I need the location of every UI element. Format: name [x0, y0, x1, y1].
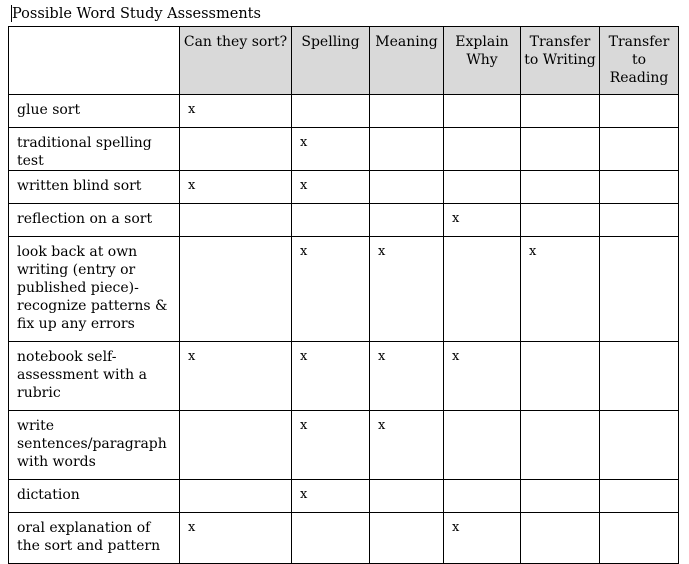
row-label[interactable]: reflection on a sort — [9, 204, 180, 237]
mark-cell[interactable] — [521, 204, 600, 237]
mark-cell[interactable] — [521, 342, 600, 411]
mark-cell[interactable] — [600, 95, 679, 128]
mark-cell[interactable] — [180, 204, 292, 237]
row-label[interactable]: write sentences/paragraph with words — [9, 411, 180, 480]
mark-cell[interactable] — [370, 128, 444, 171]
mark-cell[interactable]: x — [444, 342, 521, 411]
header-cell-explain-why[interactable]: Explain Why — [444, 27, 521, 95]
assessment-table — [8, 26, 679, 564]
mark-cell[interactable]: x — [444, 204, 521, 237]
row-label[interactable]: dictation — [9, 480, 180, 513]
row-label[interactable]: notebook self-assessment with a rubric — [9, 342, 180, 411]
mark-cell[interactable] — [521, 95, 600, 128]
table-row — [9, 513, 679, 564]
mark-cell[interactable] — [370, 513, 444, 564]
mark-cell[interactable]: x — [292, 237, 370, 342]
mark-cell[interactable] — [600, 342, 679, 411]
mark-cell[interactable] — [521, 411, 600, 480]
mark-cell[interactable]: x — [292, 128, 370, 171]
header-cell-meaning[interactable]: Meaning — [370, 27, 444, 95]
mark-cell[interactable] — [444, 95, 521, 128]
row-label[interactable]: written blind sort — [9, 171, 180, 204]
mark-cell[interactable]: x — [370, 342, 444, 411]
mark-cell[interactable]: x — [180, 171, 292, 204]
mark-cell[interactable] — [521, 480, 600, 513]
mark-cell[interactable] — [370, 480, 444, 513]
header-row — [9, 27, 679, 95]
mark-cell[interactable] — [180, 480, 292, 513]
mark-cell[interactable]: x — [292, 480, 370, 513]
mark-cell[interactable]: x — [292, 171, 370, 204]
mark-cell[interactable] — [600, 411, 679, 480]
mark-cell[interactable] — [444, 480, 521, 513]
header-cell-spelling[interactable]: Spelling — [292, 27, 370, 95]
document-title[interactable]: Possible Word Study Assessments — [12, 6, 261, 22]
mark-cell[interactable] — [600, 480, 679, 513]
mark-cell[interactable] — [600, 171, 679, 204]
mark-cell[interactable] — [292, 204, 370, 237]
table-row — [9, 171, 679, 204]
mark-cell[interactable]: x — [444, 513, 521, 564]
table-row — [9, 237, 679, 342]
mark-cell[interactable]: x — [292, 342, 370, 411]
table-row — [9, 342, 679, 411]
header-cell-can-they-sort[interactable]: Can they sort? — [180, 27, 292, 95]
mark-cell[interactable] — [600, 513, 679, 564]
row-label[interactable]: look back at own writing (entry or published piece)- recognize patterns & fix up any errors — [9, 237, 180, 342]
mark-cell[interactable] — [180, 128, 292, 171]
mark-cell[interactable]: x — [370, 237, 444, 342]
mark-cell[interactable] — [292, 513, 370, 564]
header-corner-cell[interactable] — [9, 27, 180, 95]
mark-cell[interactable]: x — [180, 342, 292, 411]
mark-cell[interactable] — [521, 513, 600, 564]
mark-cell[interactable]: x — [292, 411, 370, 480]
mark-cell[interactable] — [370, 171, 444, 204]
table-row — [9, 204, 679, 237]
mark-cell[interactable] — [444, 128, 521, 171]
mark-cell[interactable] — [180, 237, 292, 342]
row-label[interactable]: oral explanation of the sort and pattern — [9, 513, 180, 564]
header-cell-transfer-to-reading[interactable]: Transfer to Reading — [600, 27, 679, 95]
mark-cell[interactable] — [521, 171, 600, 204]
mark-cell[interactable]: x — [180, 513, 292, 564]
mark-cell[interactable] — [600, 237, 679, 342]
mark-cell[interactable]: x — [521, 237, 600, 342]
mark-cell[interactable] — [521, 128, 600, 171]
mark-cell[interactable] — [600, 204, 679, 237]
mark-cell[interactable] — [292, 95, 370, 128]
mark-cell[interactable] — [444, 411, 521, 480]
row-label[interactable]: traditional spelling test — [9, 128, 180, 171]
table-row — [9, 95, 679, 128]
mark-cell[interactable]: x — [180, 95, 292, 128]
header-cell-transfer-to-writing[interactable]: Transfer to Writing — [521, 27, 600, 95]
mark-cell[interactable] — [444, 171, 521, 204]
table-row — [9, 480, 679, 513]
mark-cell[interactable] — [370, 95, 444, 128]
mark-cell[interactable] — [370, 204, 444, 237]
mark-cell[interactable] — [180, 411, 292, 480]
mark-cell[interactable] — [600, 128, 679, 171]
table-row — [9, 411, 679, 480]
mark-cell[interactable] — [444, 237, 521, 342]
mark-cell[interactable]: x — [370, 411, 444, 480]
row-label[interactable]: glue sort — [9, 95, 180, 128]
table-row — [9, 128, 679, 171]
